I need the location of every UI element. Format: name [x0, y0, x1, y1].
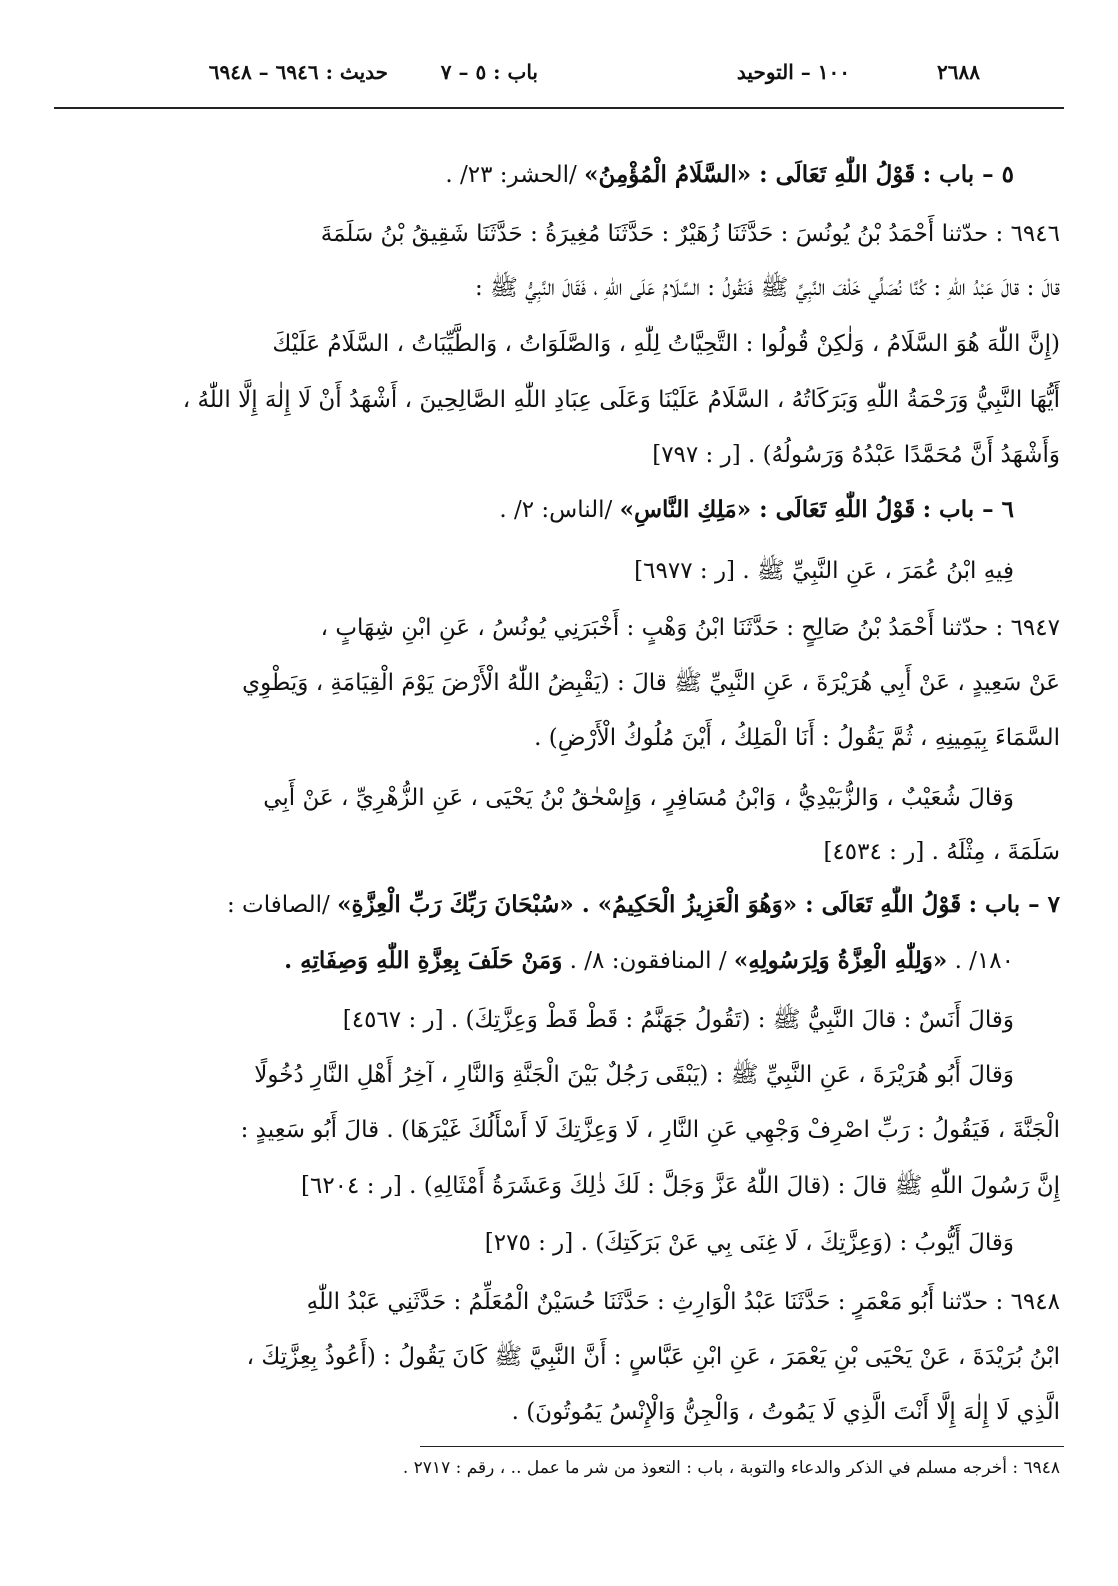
chapter-7-line-5: وَقالَ أَيُّوبُ : (وَعِزَّتِكَ ، لَا غِنَى بِي عَنْ بَرَكَتِكَ) . [ر : ٢٧٥]: [484, 1230, 1014, 1256]
chapter-5-label: ٥ – باب :: [922, 161, 1014, 188]
chapter-7-line-4: إِنَّ رَسُولَ اللّٰهِ ﷺ قالَ : (قالَ اللّٰهُ عَزَّ وَجَلَّ : لَكَ ذٰلِكَ وَعَشَرَةُ أَمْثَالِهِ) . [ر : ٦٢٠٤]: [300, 1173, 1060, 1199]
chapter-5-heading: [56, 152, 1014, 198]
chapter-6-ref: /الناس: ٢/ .: [499, 497, 613, 523]
chapter-7-heading-line-2: [56, 938, 1014, 984]
header-divider: [54, 107, 1064, 109]
hadith-6947-line-1: ٦٩٤٧ : حدّثنا أَحْمَدُ بْنُ صَالِحٍ : حَدَّثَنَا ابْنُ وَهْبٍ : أَخْبَرَنِي يُونُسُ ، عَنِ ابْنِ شِهَابٍ ،: [320, 615, 1060, 641]
book-title: ١٠٠ – التوحيد: [736, 60, 850, 84]
bab-range: باب : ٥ – ٧: [440, 60, 538, 84]
chapter-7-heading-line-1: [56, 882, 1060, 928]
hadith-6947-line-4: وَقالَ شُعَيْبٌ ، وَالزُّبَيْدِيُّ ، وَابْنُ مُسَافِرٍ ، وَإِسْحٰقُ بْنُ يَحْيَى ، عَنِ الزُّهْرِيِّ ، عَنْ أَبِي: [263, 785, 1014, 811]
hadith-6946-line-4: أَيُّهَا النَّبِيُّ وَرَحْمَةُ اللّٰهِ وَبَرَكَاتُهُ ، السَّلَامُ عَلَيْنَا وَعَلَى عِبَادِ اللّٰهِ الصَّالِحِينَ ، أَشْهَدُ أَنْ لَا إِلٰهَ إِلَّا اللّٰهُ ،: [182, 387, 1060, 413]
chapter-5-title: قَوْلُ اللّٰهِ تَعَالَى : «السَّلَامُ الْمُؤْمِنُ»: [584, 161, 916, 188]
hadith-6948-line-1: ٦٩٤٨ : حدّثنا أَبُو مَعْمَرٍ : حَدَّثَنَا عَبْدُ الْوَارِثِ : حَدَّثَنَا حُسَيْنٌ الْمُعَلِّمُ : حَدَّثَنِي عَبْدُ اللّٰهِ: [306, 1289, 1060, 1315]
hadith-6947-line-3: السَّمَاءَ بِيَمِينِهِ ، ثُمَّ يَقُولُ : أَنَا الْمَلِكُ ، أَيْنَ مُلُوكُ الْأَرْضِ) .: [534, 725, 1060, 751]
hadith-6948-line-3: الَّذِي لَا إِلٰهَ إِلَّا أَنْتَ الَّذِي لَا يَمُوتُ ، وَالْجِنُّ وَالْإِنْسُ يَمُوتُونَ) .: [511, 1399, 1060, 1425]
hadith-6947-line-5: سَلَمَةَ ، مِثْلَهُ . [ر : ٤٥٣٤]: [823, 839, 1060, 865]
hadith-range: حديث : ٦٩٤٦ – ٦٩٤٨: [208, 60, 388, 84]
chapter-7-title-c: وَمَنْ حَلَفَ بِعِزَّةِ اللّٰهِ وَصِفَاتِهِ .: [284, 947, 563, 974]
chapter-7-label: ٧ – باب :: [968, 891, 1060, 918]
chapter-7-line-2: وَقالَ أَبُو هُرَيْرَةَ ، عَنِ النَّبِيِّ ﷺ : (يَبْقَى رَجُلٌ بَيْنَ الْجَنَّةِ وَالنَّارِ ، آخِرُ أَهْلِ النَّارِ دُخُولًا: [254, 1062, 1014, 1088]
chapter-6-label: ٦ – باب :: [922, 496, 1014, 523]
chapter-7-line-1: وَقالَ أَنَسٌ : قالَ النَّبِيُّ ﷺ : (تَقُولُ جَهَنَّمُ : قَطْ قَطْ وَعِزَّتِكَ) . [ر : ٤٥٦٧]: [342, 1007, 1014, 1033]
chapter-7-ref-c: / المنافقون: ٨/ .: [569, 948, 727, 974]
chapter-7-title-a: قَوْلُ اللّٰهِ تَعَالَى : «وَهُوَ الْعَزِيزُ الْحَكِيمُ» . «سُبْحَانَ رَبِّكَ رَبِّ الْعِزَّةِ»: [337, 891, 962, 918]
chapter-7-title-b: «وَلِلّٰهِ الْعِزَّةُ وَلِرَسُولِهِ»: [733, 947, 948, 974]
hadith-6948-line-2: ابْنُ بُرَيْدَةَ ، عَنْ يَحْيَى بْنِ يَعْمَرَ ، عَنِ ابْنِ عَبَّاسٍ : أَنَّ النَّبِيَّ ﷺ كَانَ يَقُولُ : (أَعُوذُ بِعِزَّتِكَ ،: [246, 1344, 1060, 1370]
chapter-7-ref-a: /الصافات :: [226, 892, 330, 918]
chapter-7-ref-b: ١٨٠/ .: [954, 948, 1014, 974]
page-number: ٢٦٨٨: [937, 60, 980, 84]
chapter-6-note: فِيهِ ابْنُ عُمَرَ ، عَنِ النَّبِيِّ ﷺ . [ر : ٦٩٧٧]: [634, 558, 1014, 584]
chapter-6-heading: [56, 487, 1014, 533]
chapter-6-title: قَوْلُ اللّٰهِ تَعَالَى : «مَلِكِ النَّاسِ»: [619, 496, 916, 523]
chapter-7-line-3: الْجَنَّةَ ، فَيَقُولُ : رَبِّ اصْرِفْ وَجْهِي عَنِ النَّارِ ، لَا وَعِزَّتِكَ لَا أَسْأَلُكَ غَيْرَهَا) . قالَ أَبُو سَعِيدٍ :: [240, 1117, 1060, 1143]
hadith-6946-line-5: وَأَشْهَدُ أَنَّ مُحَمَّدًا عَبْدُهُ وَرَسُولُهُ) . [ر : ٧٩٧]: [652, 442, 1060, 468]
hadith-6946-line-2: قالَ : قالَ عَبْدُ اللّٰهِ : كُنَّا نُصَلِّي خَلْفَ النَّبِيِّ ﷺ فَنَقُولُ : السَّلَامُ عَلَى اللّٰهِ ، فَقَالَ النَّبِيُّ ﷺ :: [475, 275, 1060, 301]
hadith-6946-line-3: (إِنَّ اللّٰهَ هُوَ السَّلَامُ ، وَلٰكِنْ قُولُوا : التَّحِيَّاتُ لِلّٰهِ ، وَالصَّلَوَاتُ ، وَالطَّيِّبَاتُ ، السَّلَامُ عَلَيْكَ: [272, 331, 1060, 357]
hadith-6947-line-2: عَنْ سَعِيدٍ ، عَنْ أَبِي هُرَيْرَةَ ، عَنِ النَّبِيِّ ﷺ قالَ : (يَقْبِضُ اللّٰهُ الْأَرْضَ يَوْمَ الْقِيَامَةِ ، وَيَطْوِي: [242, 670, 1060, 696]
footnote-divider: [420, 1446, 1064, 1447]
footnote: ٦٩٤٨ : أخرجه مسلم في الذكر والدعاء والتوبة ، باب : التعوذ من شر ما عمل .. ، رقم : ٢٧١٧ .: [402, 1458, 1060, 1478]
hadith-6946-line-1: ٦٩٤٦ : حدّثنا أَحْمَدُ بْنُ يُونُسَ : حَدَّثَنَا زُهَيْرٌ : حَدَّثَنَا مُغِيرَةُ : حَدَّثَنَا شَقِيقُ بْنُ سَلَمَةَ: [320, 221, 1060, 247]
chapter-5-ref: /الحشر: ٢٣/ .: [445, 162, 577, 188]
